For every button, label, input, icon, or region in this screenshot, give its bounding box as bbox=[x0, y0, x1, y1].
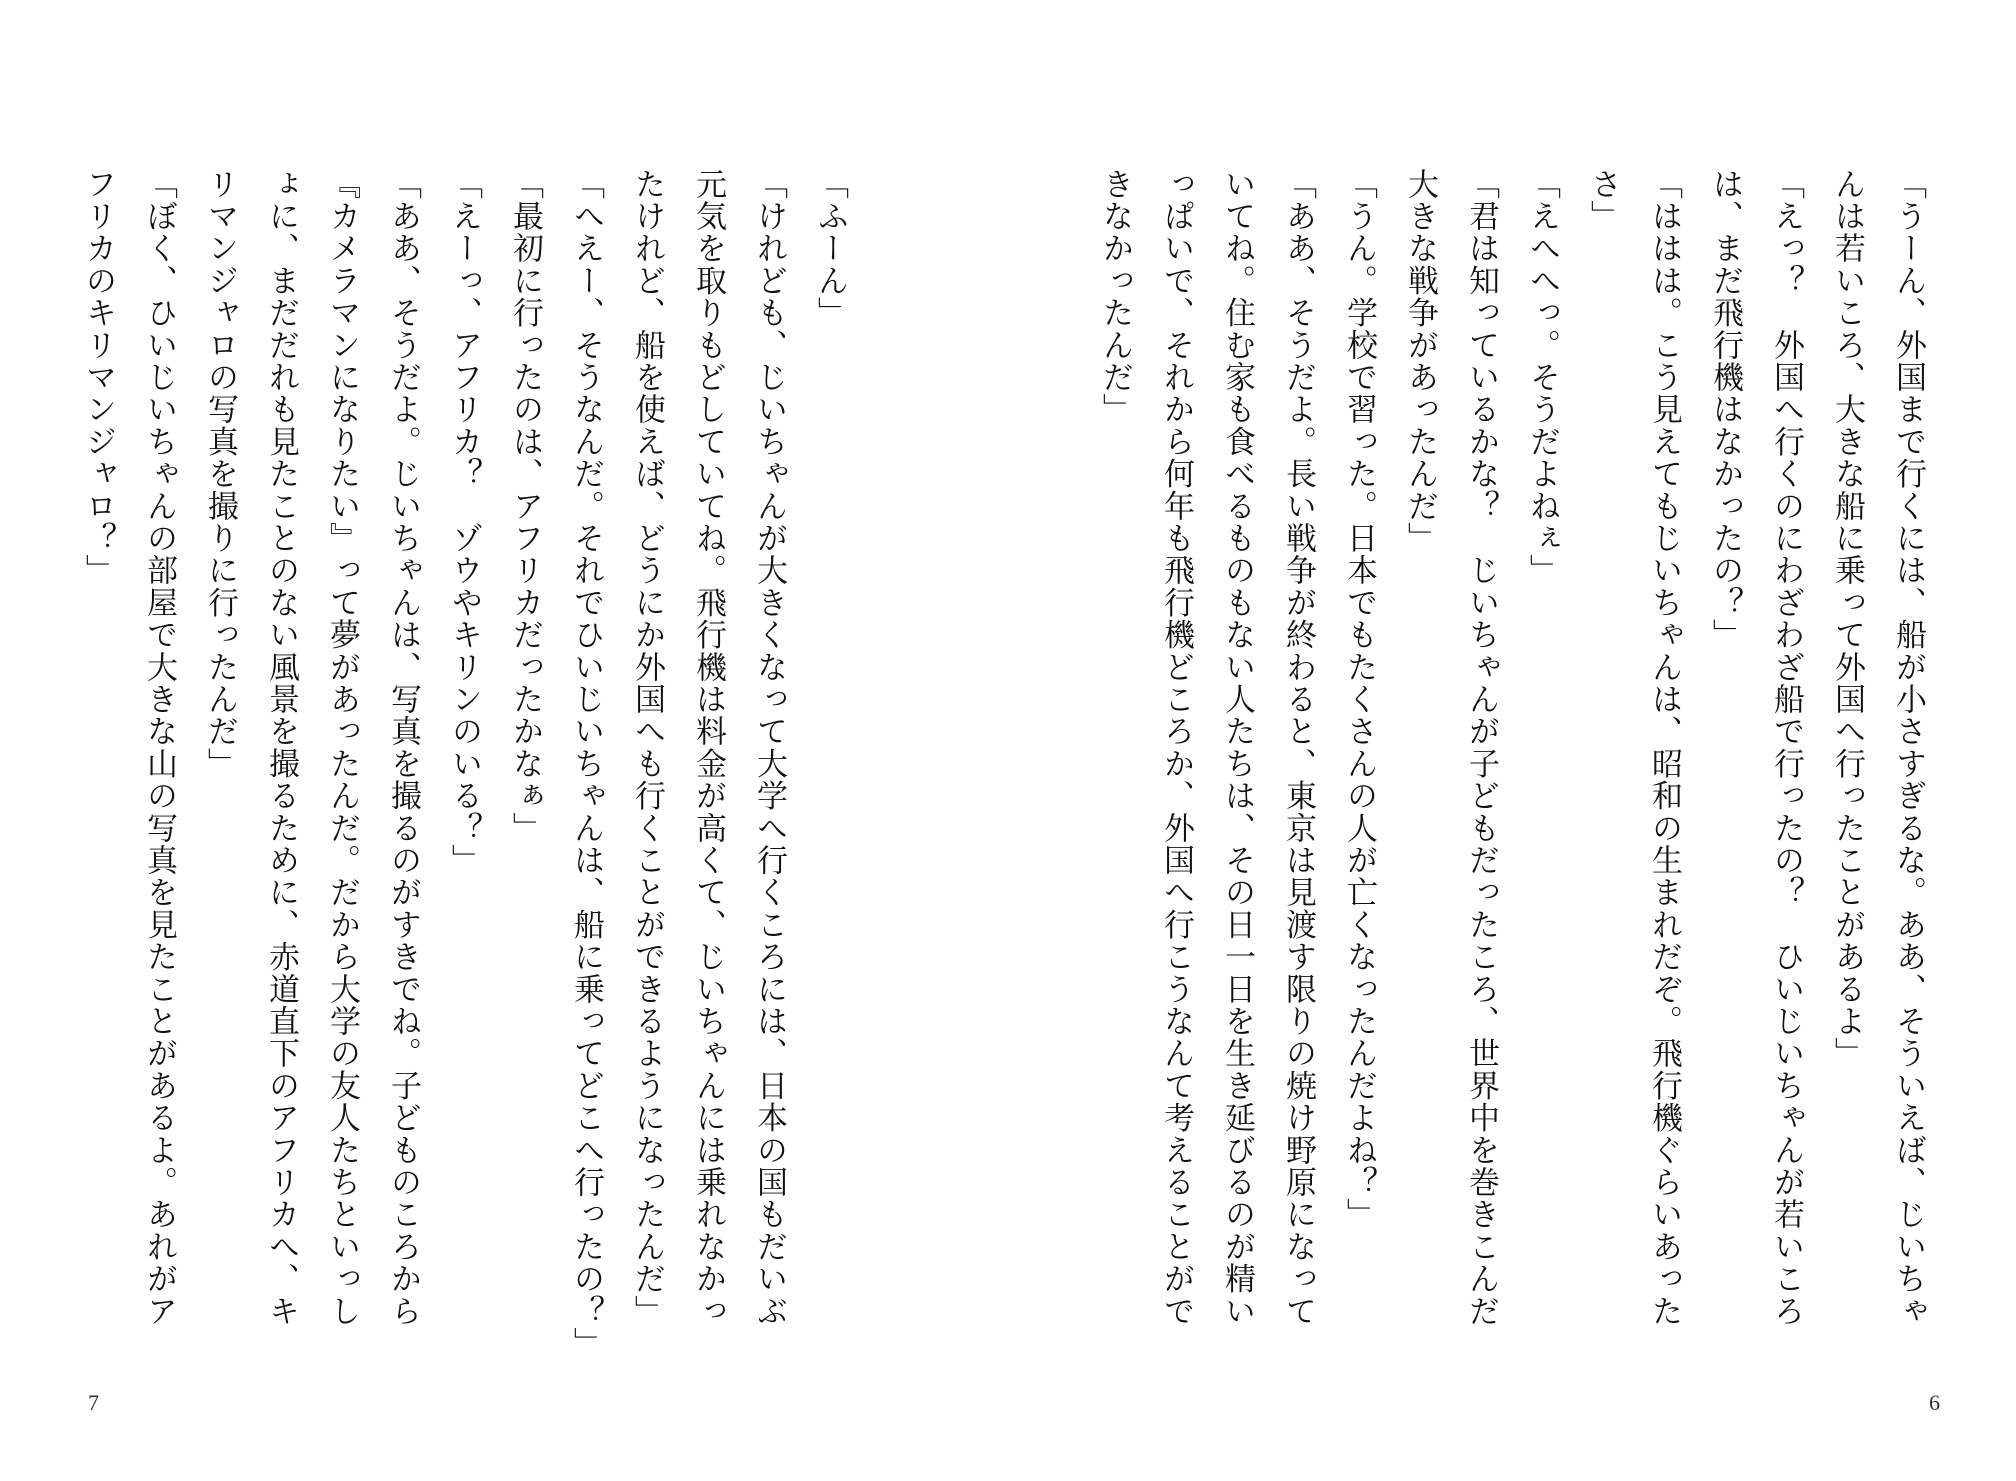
right-page bbox=[1008, 0, 2016, 1481]
paragraph: 「えへへっ。そうだよねぇ」 bbox=[1524, 168, 1560, 587]
paragraph: 「ああ、そうだよ。じいちゃんは、写真を撮るのがすきでね。子どものころから『カメラマンになりたい』って夢があったんだ。だから大学の友人たちといっしょに、まだだれも見たことのない風景を撮るために、赤道直下のアフリカへ、キリマンジャロの写真を撮りに行ったんだ」 bbox=[202, 168, 421, 1328]
paragraph: 「ああ、そうだよ。長い戦争が終わると、東京は見渡す限りの焼け野原になっていてね。住む家も食べるものもない人たちは、その日一日を生き延びるのが精いっぱいで、それから何年も飛行機どころか、外国へ行こうなんて考えることができなかったんだ」 bbox=[1097, 168, 1316, 1328]
left-page-text bbox=[80, 168, 860, 1360]
paragraph: 「君は知っているかな？ じいちゃんが子どもだったころ、世界中を巻きこんだ大きな戦争があったんだ」 bbox=[1402, 168, 1499, 1328]
paragraph: 「ぼく、ひいじいちゃんの部屋で大きな山の写真を見たことがあるよ。あれがアフリカのキリマンジャロ？」 bbox=[80, 168, 177, 1328]
page-number-left: 7 bbox=[88, 1390, 99, 1415]
paragraph: 「最初に行ったのは、アフリカだったかなぁ」 bbox=[507, 168, 543, 845]
paragraph: 「へえー、そうなんだ。それでひいじいちゃんは、船に乗ってどこへ行ったの？」 bbox=[568, 168, 604, 1360]
paragraph: 「えーっ、アフリカ？ ゾウやキリンのいる？」 bbox=[446, 168, 482, 877]
paragraph: 「うーん、外国まで行くには、船が小さすぎるな。ああ、そういえば、じいちゃんは若いころ、大きな船に乗って外国へ行ったことがあるよ」 bbox=[1829, 168, 1926, 1328]
paragraph: 「ははは。こう見えてもじいちゃんは、昭和の生まれだぞ。飛行機ぐらいあったさ」 bbox=[1585, 168, 1682, 1328]
paragraph: 「えっ？ 外国へ行くのにわざわざ船で行ったの？ ひいじいちゃんが若いころは、まだ飛行機はなかったの？」 bbox=[1707, 168, 1804, 1328]
paragraph: 「けれども、じいちゃんが大きくなって大学へ行くころには、日本の国もだいぶ元気を取りもどしていてね。飛行機は料金が高くて、じいちゃんには乗れなかったけれど、船を使えば、どうにか外国へも行くことができるようになったんだ」 bbox=[629, 168, 787, 1328]
right-page-text bbox=[1097, 168, 1938, 1348]
paragraph: 「うん。学校で習った。日本でもたくさんの人が亡くなったんだよね？」 bbox=[1341, 168, 1377, 1231]
page-number-right: 6 bbox=[1929, 1390, 1940, 1415]
paragraph: 「ふーん」 bbox=[812, 168, 848, 329]
